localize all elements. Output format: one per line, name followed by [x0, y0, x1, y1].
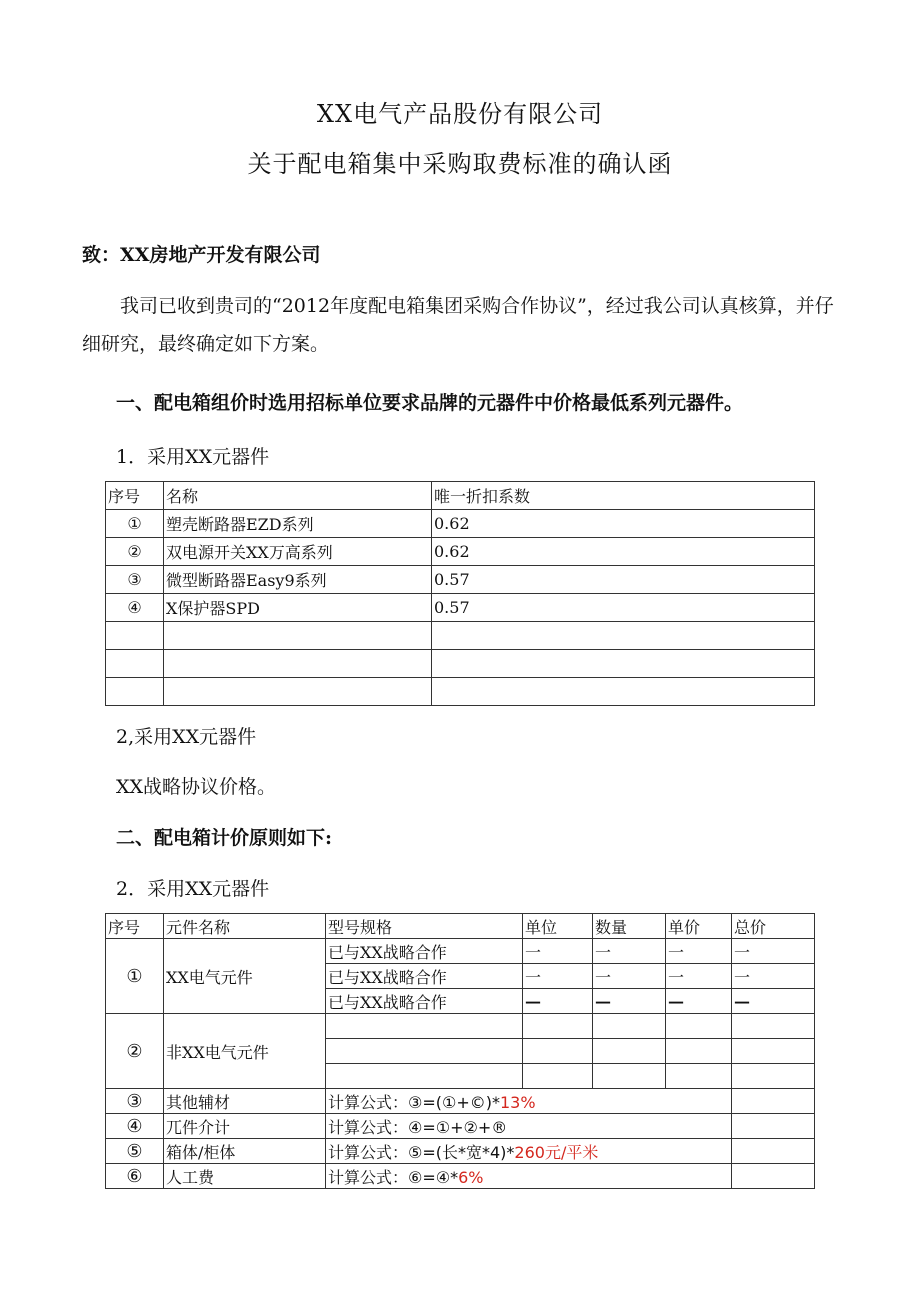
formula-cell [326, 1164, 732, 1189]
empty-cell [732, 1139, 815, 1164]
section2-heading: 二、配电箱计价原则如下: [116, 827, 333, 849]
empty-cell [326, 1014, 523, 1039]
spec-cell: 已与XX战略合作 [326, 939, 523, 964]
item-name: 微型断路器Easy9系列 [164, 566, 432, 594]
empty-cell [523, 1014, 593, 1039]
price-cell: 一 [666, 964, 732, 989]
formula-cell [326, 1089, 732, 1114]
recipient-line: 致：XX房地产开发有限公司 [82, 244, 321, 266]
total-cell: — [732, 989, 815, 1014]
empty-cell [432, 650, 815, 678]
header-cell: 唯一折扣系数 [432, 482, 815, 510]
header-cell: 数量 [593, 914, 666, 939]
discount-value: 0.62 [432, 510, 815, 538]
discount-table [105, 481, 815, 706]
table-row [106, 939, 815, 964]
formula-rate: 260元/平米 [514, 1142, 599, 1162]
empty-cell [326, 1064, 523, 1089]
empty-cell [164, 678, 432, 706]
row-number: ⑤ [106, 1139, 164, 1164]
table-row [106, 1139, 815, 1164]
row-number: ④ [106, 1114, 164, 1139]
formula-text: 计算公式：③=(①+©)* [328, 1092, 500, 1112]
spec-cell: 已与XX战略合作 [326, 989, 523, 1014]
component-name: 人工费 [164, 1164, 326, 1189]
section1-heading: 一、配电箱组价时选用招标单位要求品牌的元器件中价格最低系列元器件。 [116, 392, 744, 414]
row-number: ② [106, 538, 164, 566]
empty-cell [666, 1064, 732, 1089]
discount-value: 0.57 [432, 594, 815, 622]
empty-cell [164, 650, 432, 678]
empty-cell [326, 1039, 523, 1064]
price-cell: — [666, 989, 732, 1014]
empty-cell [432, 622, 815, 650]
row-number: ② [106, 1014, 164, 1089]
component-name: 其他辅材 [164, 1089, 326, 1114]
table-row [106, 650, 815, 678]
header-cell: 元件名称 [164, 914, 326, 939]
formula-rate: 6% [458, 1167, 484, 1187]
table-row [106, 538, 815, 566]
section1-item2-note: XX战略协议价格。 [116, 776, 277, 798]
item-name: X保护器SPD [164, 594, 432, 622]
formula-text: 计算公式：⑤=(长*宽*4)* [328, 1142, 515, 1162]
formula-cell [326, 1139, 732, 1164]
header-cell: 名称 [164, 482, 432, 510]
intro-paragraph: 我司已收到贵司的“2012年度配电箱集团采购合作协议”，经过我公司认真核算，并仔细研究，最终确定如下方案。 [82, 295, 834, 355]
empty-cell [164, 622, 432, 650]
component-name: 非XX电气元件 [164, 1014, 326, 1089]
unit-cell: — [523, 989, 593, 1014]
empty-cell [523, 1039, 593, 1064]
formula-cell [326, 1114, 732, 1139]
empty-cell [732, 1039, 815, 1064]
company-title: XX电气产品股份有限公司 [316, 100, 604, 128]
empty-cell [106, 650, 164, 678]
component-name: XX电气元件 [164, 939, 326, 1014]
table-header-row [106, 482, 815, 510]
price-cell: 一 [666, 939, 732, 964]
header-cell: 型号规格 [326, 914, 523, 939]
table-row [106, 622, 815, 650]
formula-text: 计算公式：④=①+②+® [328, 1117, 508, 1137]
discount-value: 0.62 [432, 538, 815, 566]
table-row [106, 1114, 815, 1139]
spec-cell: 已与XX战略合作 [326, 964, 523, 989]
section1-item2: 2,采用XX元器件 [116, 726, 257, 748]
empty-cell [732, 1164, 815, 1189]
table-row [106, 594, 815, 622]
total-cell: 一 [732, 964, 815, 989]
row-number: ① [106, 510, 164, 538]
qty-cell: 一 [593, 939, 666, 964]
table-row [106, 1014, 815, 1039]
empty-cell [432, 678, 815, 706]
empty-cell [732, 1089, 815, 1114]
empty-cell [106, 622, 164, 650]
table-row [106, 678, 815, 706]
header-cell: 单价 [666, 914, 732, 939]
empty-cell [593, 1064, 666, 1089]
empty-cell [666, 1039, 732, 1064]
row-number: ③ [106, 1089, 164, 1114]
row-number: ⑥ [106, 1164, 164, 1189]
table-header-row [106, 914, 815, 939]
component-name: 箱体/柜体 [164, 1139, 326, 1164]
empty-cell [106, 678, 164, 706]
empty-cell [732, 1014, 815, 1039]
row-number: ④ [106, 594, 164, 622]
empty-cell [732, 1114, 815, 1139]
table-row [106, 510, 815, 538]
formula-text: 计算公式：⑥=④* [328, 1167, 459, 1187]
row-number: ③ [106, 566, 164, 594]
empty-cell [666, 1014, 732, 1039]
empty-cell [593, 1039, 666, 1064]
empty-cell [523, 1064, 593, 1089]
item-name: 塑壳断路器EZD系列 [164, 510, 432, 538]
letter-subject: 关于配电箱集中采购取费标准的确认函 [247, 150, 673, 178]
row-number: ① [106, 939, 164, 1014]
table-row [106, 566, 815, 594]
qty-cell: 一 [593, 964, 666, 989]
empty-cell [732, 1064, 815, 1089]
total-cell: 一 [732, 939, 815, 964]
qty-cell: — [593, 989, 666, 1014]
section2-item: 2．采用XX元器件 [116, 878, 270, 900]
header-cell: 单位 [523, 914, 593, 939]
header-cell: 序号 [106, 914, 164, 939]
table-row [106, 1089, 815, 1114]
section1-item1: 1．采用XX元器件 [116, 446, 270, 468]
header-cell: 总价 [732, 914, 815, 939]
unit-cell: 一 [523, 939, 593, 964]
formula-rate: 13% [500, 1092, 536, 1112]
component-name: 兀件介计 [164, 1114, 326, 1139]
header-cell: 序号 [106, 482, 164, 510]
empty-cell [593, 1014, 666, 1039]
pricing-table [105, 913, 815, 1189]
discount-value: 0.57 [432, 566, 815, 594]
item-name: 双电源开关XX万高系列 [164, 538, 432, 566]
unit-cell: 一 [523, 964, 593, 989]
table-row [106, 1164, 815, 1189]
